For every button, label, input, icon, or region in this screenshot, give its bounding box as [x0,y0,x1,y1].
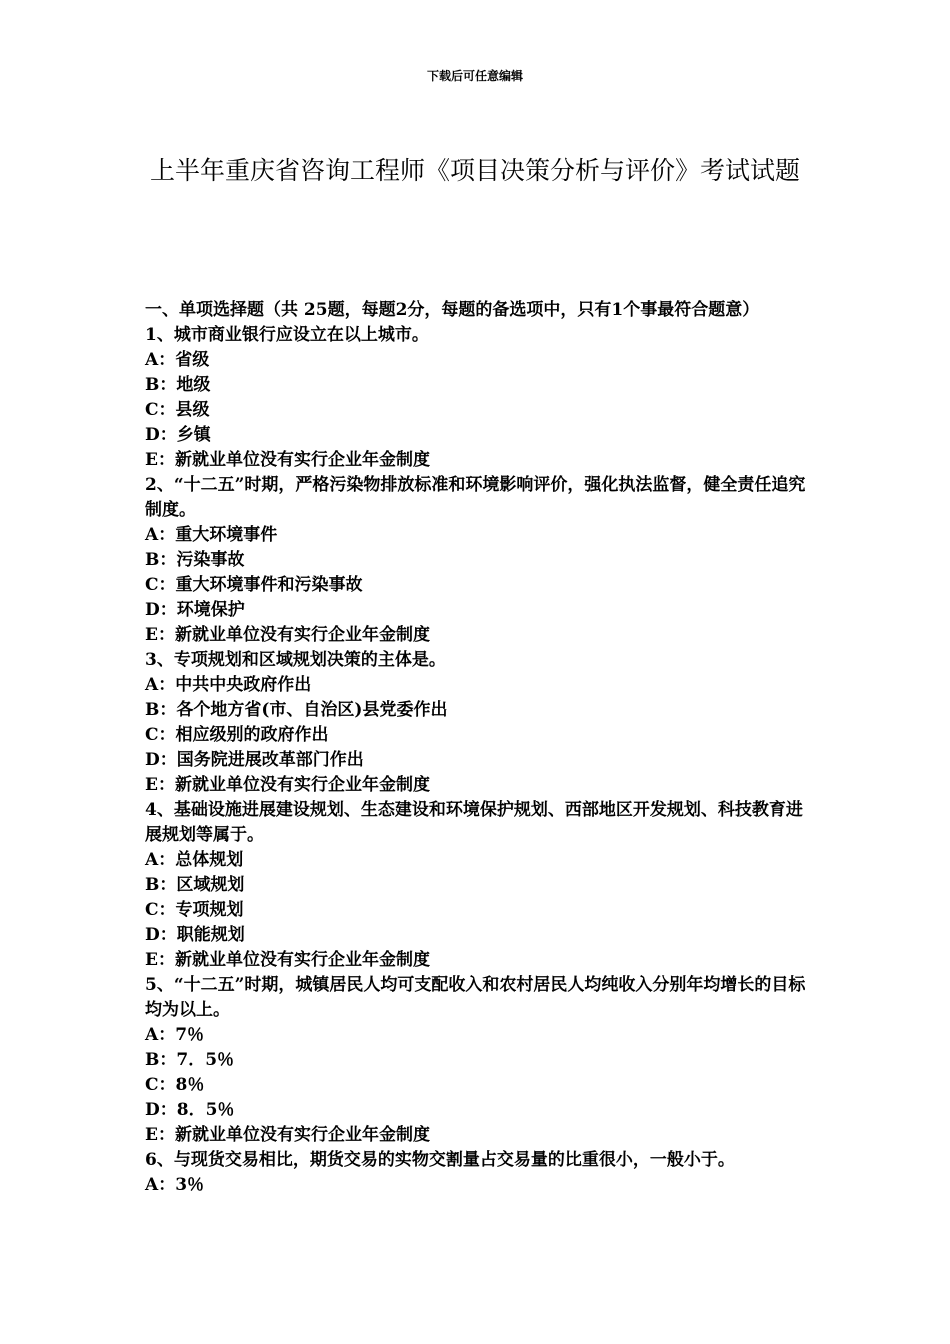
option-c: C：专项规划 [145,900,244,920]
question-stem: 1、城市商业银行应设立在以上城市。 [145,325,429,345]
option-e: E：新就业单位没有实行企业年金制度 [145,1125,430,1145]
question-stem: 3、专项规划和区域规划决策的主体是。 [145,650,446,670]
page-header [0,68,950,84]
option-a: A：中共中央政府作出 [145,675,312,695]
option-b: B：地级 [145,375,211,395]
question-3 [145,648,807,798]
option-a: A：省级 [145,350,210,370]
question-1 [145,323,807,473]
question-4 [145,798,807,973]
header-text: 下载后可任意编辑 [426,69,523,83]
option-b: B：区域规划 [145,875,245,895]
question-stem: 2、“十二五”时期，严格污染物排放标准和环境影响评价，强化执法监督，健全责任追究制度。 [145,475,806,520]
option-a: A：总体规划 [145,850,244,870]
question-5 [145,973,807,1148]
option-b: B：各个地方省(市、自治区)县党委作出 [145,700,448,720]
option-b: B：污染事故 [145,550,245,570]
section-heading: 一、单项选择题（共 25题，每题2分，每题的备选项中，只有1个事最符合题意） [145,300,760,320]
option-d: D：职能规划 [145,925,245,945]
option-d: D：乡镇 [145,425,211,445]
option-a: A：3％ [145,1175,205,1195]
option-c: C：相应级别的政府作出 [145,725,329,745]
option-d: D：环境保护 [145,600,245,620]
question-stem: 4、基础设施进展建设规划、生态建设和环境保护规划、西部地区开发规划、科技教育进展规划等属于。 [145,800,803,845]
option-e: E：新就业单位没有实行企业年金制度 [145,450,430,470]
question-2 [145,473,807,648]
question-stem: 5、“十二五”时期，城镇居民人均可支配收入和农村居民人均纯收入分别年均增长的目标均为以上。 [145,975,806,1020]
option-d: D：国务院进展改革部门作出 [145,750,364,770]
option-c: C：县级 [145,400,210,420]
option-a: A：重大环境事件 [145,525,278,545]
option-c: C：重大环境事件和污染事故 [145,575,363,595]
option-e: E：新就业单位没有实行企业年金制度 [145,950,430,970]
option-c: C：8％ [145,1075,205,1095]
question-6 [145,1148,807,1198]
option-d: D：8．5％ [145,1100,235,1120]
question-stem: 6、与现货交易相比，期货交易的实物交割量占交易量的比重很小，一般小于。 [145,1150,735,1170]
option-a: A：7％ [145,1025,205,1045]
option-b: B：7．5％ [145,1050,235,1070]
option-e: E：新就业单位没有实行企业年金制度 [145,625,430,645]
option-e: E：新就业单位没有实行企业年金制度 [145,775,430,795]
document-body [145,298,807,1198]
document-title: 上半年重庆省咨询工程师《项目决策分析与评价》考试试题 [149,156,800,185]
